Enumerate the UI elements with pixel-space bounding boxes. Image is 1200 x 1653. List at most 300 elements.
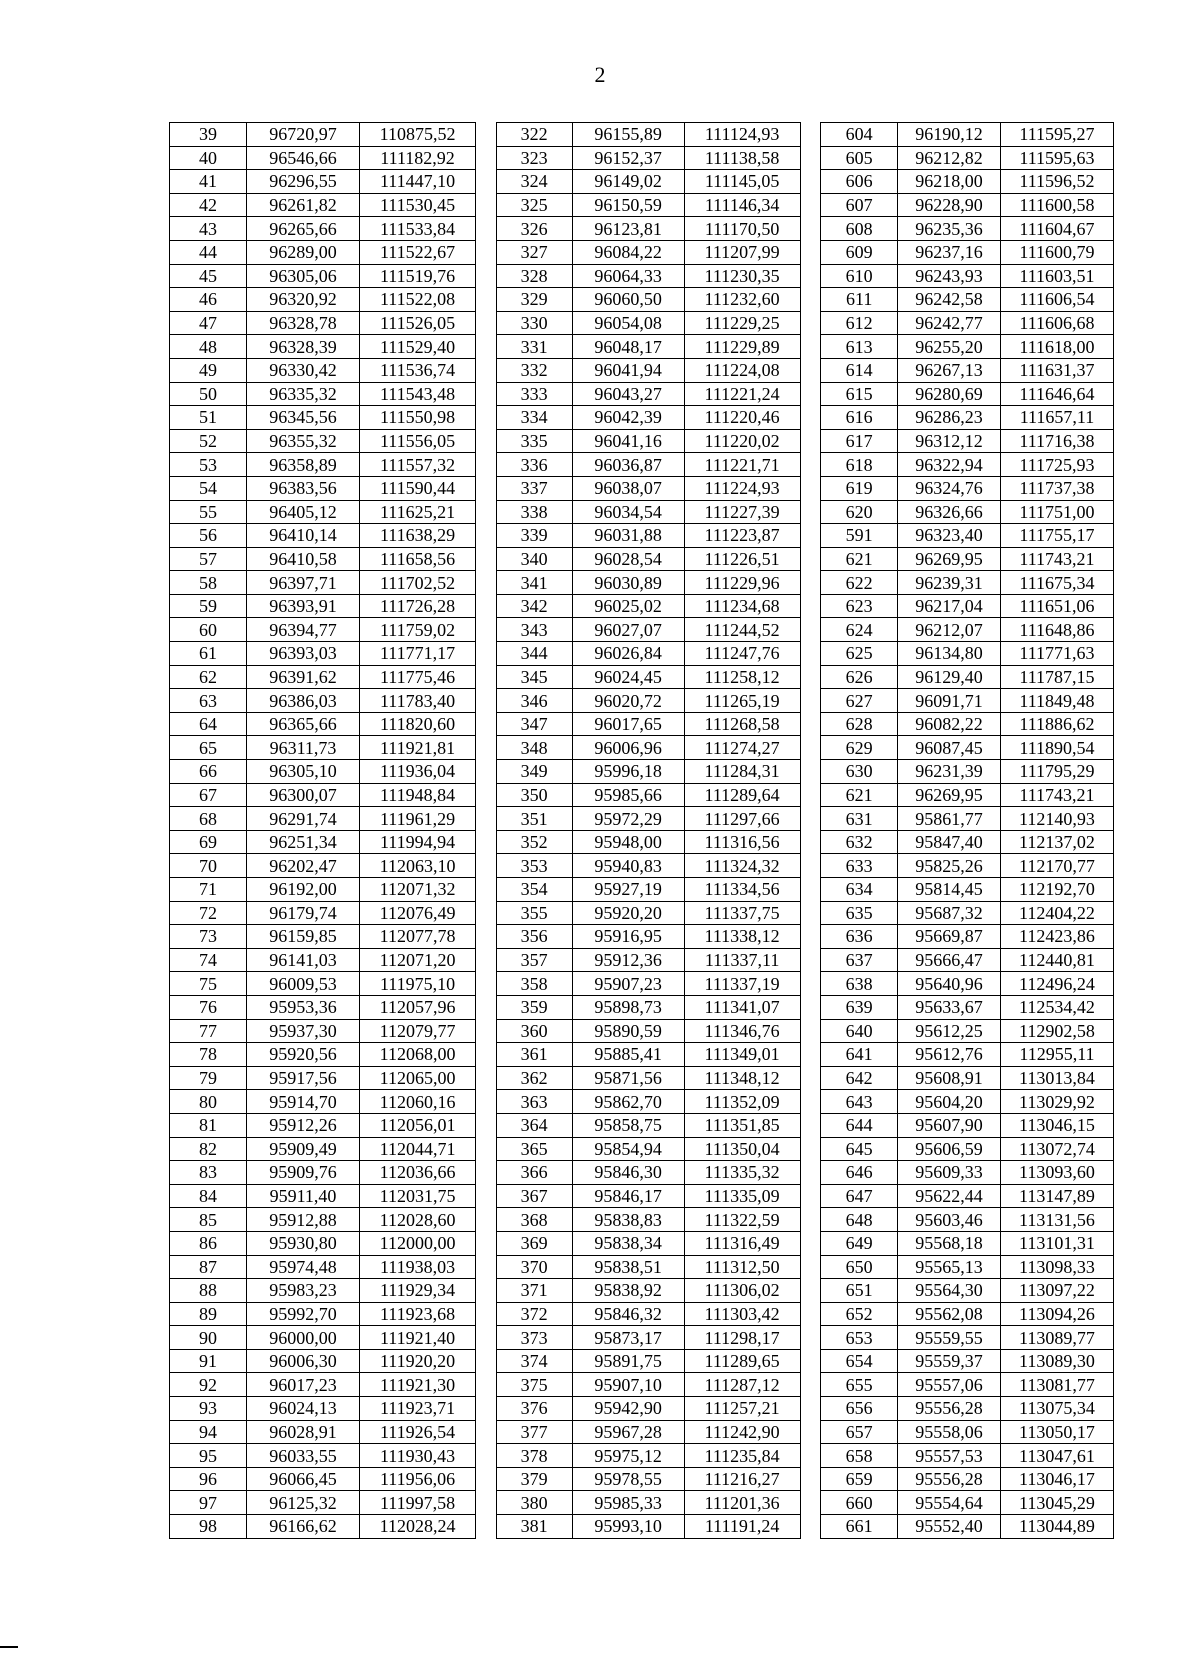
point-number-cell: 85 [170,1208,247,1232]
column-gap [476,547,497,571]
x-coordinate-cell: 96358,89 [247,453,360,477]
x-coordinate-cell: 96009,53 [247,972,360,996]
x-coordinate-cell: 95862,70 [572,1090,684,1114]
y-coordinate-cell: 112077,78 [360,925,476,949]
x-coordinate-cell: 96082,22 [898,712,1001,736]
y-coordinate-cell: 112137,02 [1000,830,1113,854]
y-coordinate-cell: 111526,05 [360,311,476,335]
y-coordinate-cell: 111229,25 [684,311,800,335]
x-coordinate-cell: 96305,10 [247,760,360,784]
table-row [170,264,1114,288]
y-coordinate-cell: 112057,96 [360,995,476,1019]
point-number-cell: 651 [821,1279,898,1303]
y-coordinate-cell: 111201,36 [684,1491,800,1515]
x-coordinate-cell: 96064,33 [572,264,684,288]
point-number-cell: 88 [170,1279,247,1303]
y-coordinate-cell: 112496,24 [1000,972,1113,996]
x-coordinate-cell: 96152,37 [572,146,684,170]
table-row [170,1467,1114,1491]
x-coordinate-cell: 96150,59 [572,193,684,217]
point-number-cell: 329 [496,288,572,312]
x-coordinate-cell: 96123,81 [572,217,684,241]
y-coordinate-cell: 111274,27 [684,736,800,760]
point-number-cell: 338 [496,500,572,524]
x-coordinate-cell: 96084,22 [572,240,684,264]
point-number-cell: 68 [170,807,247,831]
column-gap [476,1066,497,1090]
y-coordinate-cell: 111145,05 [684,170,800,194]
x-coordinate-cell: 96280,69 [898,382,1001,406]
table-row [170,736,1114,760]
x-coordinate-cell: 95609,33 [898,1161,1001,1185]
column-gap [476,1397,497,1421]
y-coordinate-cell: 112028,60 [360,1208,476,1232]
point-number-cell: 641 [821,1043,898,1067]
table-row [170,170,1114,194]
x-coordinate-cell: 96410,14 [247,524,360,548]
point-number-cell: 335 [496,429,572,453]
y-coordinate-cell: 111191,24 [684,1515,800,1539]
table-row [170,689,1114,713]
y-coordinate-cell: 111759,02 [360,618,476,642]
point-number-cell: 82 [170,1137,247,1161]
y-coordinate-cell: 111921,81 [360,736,476,760]
point-number-cell: 346 [496,689,572,713]
point-number-cell: 344 [496,642,572,666]
x-coordinate-cell: 96028,54 [572,547,684,571]
point-number-cell: 96 [170,1467,247,1491]
y-coordinate-cell: 111352,09 [684,1090,800,1114]
coordinates-table [169,122,1114,1539]
point-number-cell: 44 [170,240,247,264]
y-coordinate-cell: 111702,52 [360,571,476,595]
x-coordinate-cell: 95885,41 [572,1043,684,1067]
x-coordinate-cell: 95556,28 [898,1397,1001,1421]
x-coordinate-cell: 95557,53 [898,1444,1001,1468]
y-coordinate-cell: 111536,74 [360,358,476,382]
table-row [170,1255,1114,1279]
point-number-cell: 609 [821,240,898,264]
y-coordinate-cell: 111341,07 [684,995,800,1019]
point-number-cell: 94 [170,1420,247,1444]
x-coordinate-cell: 95996,18 [572,760,684,784]
point-number-cell: 323 [496,146,572,170]
table-row [170,1113,1114,1137]
x-coordinate-cell: 96212,07 [898,618,1001,642]
point-number-cell: 336 [496,453,572,477]
point-number-cell: 337 [496,476,572,500]
y-coordinate-cell: 112423,86 [1000,925,1113,949]
y-coordinate-cell: 111533,84 [360,217,476,241]
y-coordinate-cell: 111956,06 [360,1467,476,1491]
table-row [170,1184,1114,1208]
x-coordinate-cell: 96251,34 [247,830,360,854]
x-coordinate-cell: 96393,91 [247,594,360,618]
y-coordinate-cell: 112056,01 [360,1113,476,1137]
column-gap [800,901,821,925]
x-coordinate-cell: 96311,73 [247,736,360,760]
point-number-cell: 629 [821,736,898,760]
x-coordinate-cell: 95838,51 [572,1255,684,1279]
column-gap [476,948,497,972]
column-gap [800,594,821,618]
y-coordinate-cell: 111743,21 [1000,547,1113,571]
table-row [170,240,1114,264]
point-number-cell: 377 [496,1420,572,1444]
x-coordinate-cell: 96235,36 [898,217,1001,241]
y-coordinate-cell: 111926,54 [360,1420,476,1444]
x-coordinate-cell: 96335,32 [247,382,360,406]
point-number-cell: 62 [170,665,247,689]
y-coordinate-cell: 111316,56 [684,830,800,854]
x-coordinate-cell: 95559,37 [898,1349,1001,1373]
y-coordinate-cell: 111522,08 [360,288,476,312]
column-gap [800,807,821,831]
y-coordinate-cell: 111921,30 [360,1373,476,1397]
column-gap [800,972,821,996]
x-coordinate-cell: 96239,31 [898,571,1001,595]
point-number-cell: 654 [821,1349,898,1373]
x-coordinate-cell: 96355,32 [247,429,360,453]
x-coordinate-cell: 96296,55 [247,170,360,194]
point-number-cell: 611 [821,288,898,312]
x-coordinate-cell: 96066,45 [247,1467,360,1491]
column-gap [800,476,821,500]
x-coordinate-cell: 95890,59 [572,1019,684,1043]
y-coordinate-cell: 113050,17 [1000,1420,1113,1444]
point-number-cell: 331 [496,335,572,359]
point-number-cell: 95 [170,1444,247,1468]
column-gap [476,429,497,453]
y-coordinate-cell: 111930,43 [360,1444,476,1468]
point-number-cell: 617 [821,429,898,453]
y-coordinate-cell: 111923,68 [360,1302,476,1326]
y-coordinate-cell: 112192,70 [1000,878,1113,902]
y-coordinate-cell: 111220,02 [684,429,800,453]
y-coordinate-cell: 112036,66 [360,1161,476,1185]
x-coordinate-cell: 96091,71 [898,689,1001,713]
x-coordinate-cell: 96036,87 [572,453,684,477]
y-coordinate-cell: 111220,46 [684,406,800,430]
y-coordinate-cell: 111234,68 [684,594,800,618]
point-number-cell: 381 [496,1515,572,1539]
table-row [170,594,1114,618]
x-coordinate-cell: 95847,40 [898,830,1001,854]
y-coordinate-cell: 113029,92 [1000,1090,1113,1114]
column-gap [476,972,497,996]
point-number-cell: 325 [496,193,572,217]
y-coordinate-cell: 113094,26 [1000,1302,1113,1326]
table-row [170,1515,1114,1539]
column-gap [476,476,497,500]
y-coordinate-cell: 111775,46 [360,665,476,689]
point-number-cell: 326 [496,217,572,241]
point-number-cell: 80 [170,1090,247,1114]
y-coordinate-cell: 113075,34 [1000,1397,1113,1421]
column-gap [476,406,497,430]
point-number-cell: 51 [170,406,247,430]
y-coordinate-cell: 113101,31 [1000,1231,1113,1255]
x-coordinate-cell: 96125,32 [247,1491,360,1515]
x-coordinate-cell: 95846,32 [572,1302,684,1326]
y-coordinate-cell: 111297,66 [684,807,800,831]
table-row [170,783,1114,807]
x-coordinate-cell: 96324,76 [898,476,1001,500]
column-gap [476,1302,497,1326]
x-coordinate-cell: 96242,58 [898,288,1001,312]
y-coordinate-cell: 111230,35 [684,264,800,288]
table-row [170,1161,1114,1185]
y-coordinate-cell: 113044,89 [1000,1515,1113,1539]
table-row [170,995,1114,1019]
x-coordinate-cell: 95687,32 [898,901,1001,925]
y-coordinate-cell: 112902,58 [1000,1019,1113,1043]
y-coordinate-cell: 113013,84 [1000,1066,1113,1090]
y-coordinate-cell: 111182,92 [360,146,476,170]
column-gap [800,1302,821,1326]
point-number-cell: 356 [496,925,572,949]
x-coordinate-cell: 95948,00 [572,830,684,854]
y-coordinate-cell: 112170,77 [1000,854,1113,878]
y-coordinate-cell: 111351,85 [684,1113,800,1137]
column-gap [800,854,821,878]
point-number-cell: 84 [170,1184,247,1208]
point-number-cell: 647 [821,1184,898,1208]
x-coordinate-cell: 96720,97 [247,123,360,147]
table-row [170,1373,1114,1397]
x-coordinate-cell: 95912,36 [572,948,684,972]
point-number-cell: 630 [821,760,898,784]
y-coordinate-cell: 111235,84 [684,1444,800,1468]
point-number-cell: 349 [496,760,572,784]
y-coordinate-cell: 111324,32 [684,854,800,878]
point-number-cell: 43 [170,217,247,241]
column-gap [476,170,497,194]
table-row [170,1279,1114,1303]
x-coordinate-cell: 96042,39 [572,406,684,430]
column-gap [800,524,821,548]
column-gap [476,1467,497,1491]
point-number-cell: 372 [496,1302,572,1326]
point-number-cell: 91 [170,1349,247,1373]
y-coordinate-cell: 111170,50 [684,217,800,241]
column-gap [476,594,497,618]
column-gap [800,500,821,524]
column-gap [800,1019,821,1043]
x-coordinate-cell: 96024,45 [572,665,684,689]
y-coordinate-cell: 111961,29 [360,807,476,831]
y-coordinate-cell: 111306,02 [684,1279,800,1303]
point-number-cell: 636 [821,925,898,949]
point-number-cell: 370 [496,1255,572,1279]
x-coordinate-cell: 95603,46 [898,1208,1001,1232]
y-coordinate-cell: 111258,12 [684,665,800,689]
column-gap [476,736,497,760]
column-gap [476,1420,497,1444]
x-coordinate-cell: 96326,66 [898,500,1001,524]
column-gap [476,193,497,217]
x-coordinate-cell: 95640,96 [898,972,1001,996]
y-coordinate-cell: 112140,93 [1000,807,1113,831]
x-coordinate-cell: 96386,03 [247,689,360,713]
point-number-cell: 354 [496,878,572,902]
y-coordinate-cell: 111590,44 [360,476,476,500]
point-number-cell: 40 [170,146,247,170]
column-gap [800,146,821,170]
point-number-cell: 608 [821,217,898,241]
x-coordinate-cell: 96291,74 [247,807,360,831]
x-coordinate-cell: 96159,85 [247,925,360,949]
x-coordinate-cell: 95559,55 [898,1326,1001,1350]
y-coordinate-cell: 112534,42 [1000,995,1113,1019]
point-number-cell: 89 [170,1302,247,1326]
y-coordinate-cell: 111783,40 [360,689,476,713]
y-coordinate-cell: 112440,81 [1000,948,1113,972]
column-gap [800,547,821,571]
point-number-cell: 621 [821,783,898,807]
table-row [170,429,1114,453]
column-gap [476,1208,497,1232]
point-number-cell: 353 [496,854,572,878]
table-row [170,925,1114,949]
y-coordinate-cell: 111675,34 [1000,571,1113,595]
x-coordinate-cell: 96087,45 [898,736,1001,760]
y-coordinate-cell: 111138,58 [684,146,800,170]
point-number-cell: 628 [821,712,898,736]
point-number-cell: 58 [170,571,247,595]
point-number-cell: 634 [821,878,898,902]
x-coordinate-cell: 95568,18 [898,1231,1001,1255]
point-number-cell: 65 [170,736,247,760]
x-coordinate-cell: 96393,03 [247,642,360,666]
edge-mark [0,1646,18,1648]
column-gap [800,193,821,217]
table-row [170,618,1114,642]
y-coordinate-cell: 111994,94 [360,830,476,854]
point-number-cell: 620 [821,500,898,524]
column-gap [476,240,497,264]
x-coordinate-cell: 95916,95 [572,925,684,949]
y-coordinate-cell: 111227,39 [684,500,800,524]
column-gap [800,830,821,854]
x-coordinate-cell: 95557,06 [898,1373,1001,1397]
x-coordinate-cell: 95608,91 [898,1066,1001,1090]
x-coordinate-cell: 95556,28 [898,1467,1001,1491]
y-coordinate-cell: 112071,20 [360,948,476,972]
y-coordinate-cell: 111920,20 [360,1349,476,1373]
point-number-cell: 632 [821,830,898,854]
table-row [170,1491,1114,1515]
point-number-cell: 659 [821,1467,898,1491]
y-coordinate-cell: 111646,64 [1000,382,1113,406]
y-coordinate-cell: 111247,76 [684,642,800,666]
column-gap [800,1515,821,1539]
x-coordinate-cell: 96345,56 [247,406,360,430]
column-gap [476,995,497,1019]
x-coordinate-cell: 95972,29 [572,807,684,831]
point-number-cell: 359 [496,995,572,1019]
point-number-cell: 644 [821,1113,898,1137]
x-coordinate-cell: 96155,89 [572,123,684,147]
y-coordinate-cell: 111658,56 [360,547,476,571]
x-coordinate-cell: 96365,66 [247,712,360,736]
y-coordinate-cell: 111232,60 [684,288,800,312]
y-coordinate-cell: 111604,67 [1000,217,1113,241]
column-gap [476,783,497,807]
x-coordinate-cell: 95562,08 [898,1302,1001,1326]
point-number-cell: 658 [821,1444,898,1468]
point-number-cell: 605 [821,146,898,170]
point-number-cell: 334 [496,406,572,430]
x-coordinate-cell: 96027,07 [572,618,684,642]
point-number-cell: 50 [170,382,247,406]
table-row [170,1019,1114,1043]
point-number-cell: 656 [821,1397,898,1421]
column-gap [476,358,497,382]
y-coordinate-cell: 112028,24 [360,1515,476,1539]
column-gap [800,1420,821,1444]
x-coordinate-cell: 96394,77 [247,618,360,642]
x-coordinate-cell: 95891,75 [572,1349,684,1373]
x-coordinate-cell: 96166,62 [247,1515,360,1539]
y-coordinate-cell: 113093,60 [1000,1161,1113,1185]
y-coordinate-cell: 111886,62 [1000,712,1113,736]
y-coordinate-cell: 111322,59 [684,1208,800,1232]
x-coordinate-cell: 96017,65 [572,712,684,736]
y-coordinate-cell: 111530,45 [360,193,476,217]
x-coordinate-cell: 96328,78 [247,311,360,335]
x-coordinate-cell: 95907,10 [572,1373,684,1397]
y-coordinate-cell: 111316,49 [684,1231,800,1255]
y-coordinate-cell: 111975,10 [360,972,476,996]
x-coordinate-cell: 95607,90 [898,1113,1001,1137]
point-number-cell: 93 [170,1397,247,1421]
y-coordinate-cell: 111335,32 [684,1161,800,1185]
table-row [170,760,1114,784]
point-number-cell: 42 [170,193,247,217]
column-gap [800,240,821,264]
x-coordinate-cell: 96323,40 [898,524,1001,548]
point-number-cell: 655 [821,1373,898,1397]
point-number-cell: 45 [170,264,247,288]
y-coordinate-cell: 111543,48 [360,382,476,406]
x-coordinate-cell: 95930,80 [247,1231,360,1255]
point-number-cell: 374 [496,1349,572,1373]
column-gap [800,783,821,807]
x-coordinate-cell: 95907,23 [572,972,684,996]
y-coordinate-cell: 111625,21 [360,500,476,524]
table-row [170,1397,1114,1421]
y-coordinate-cell: 111557,32 [360,453,476,477]
x-coordinate-cell: 96237,16 [898,240,1001,264]
x-coordinate-cell: 96134,80 [898,642,1001,666]
x-coordinate-cell: 96024,13 [247,1397,360,1421]
x-coordinate-cell: 95846,30 [572,1161,684,1185]
column-gap [476,453,497,477]
x-coordinate-cell: 95838,92 [572,1279,684,1303]
y-coordinate-cell: 111298,17 [684,1326,800,1350]
x-coordinate-cell: 96006,96 [572,736,684,760]
point-number-cell: 606 [821,170,898,194]
x-coordinate-cell: 96261,82 [247,193,360,217]
point-number-cell: 345 [496,665,572,689]
y-coordinate-cell: 111657,11 [1000,406,1113,430]
column-gap [800,995,821,1019]
table-row [170,524,1114,548]
point-number-cell: 380 [496,1491,572,1515]
point-number-cell: 607 [821,193,898,217]
y-coordinate-cell: 113081,77 [1000,1373,1113,1397]
